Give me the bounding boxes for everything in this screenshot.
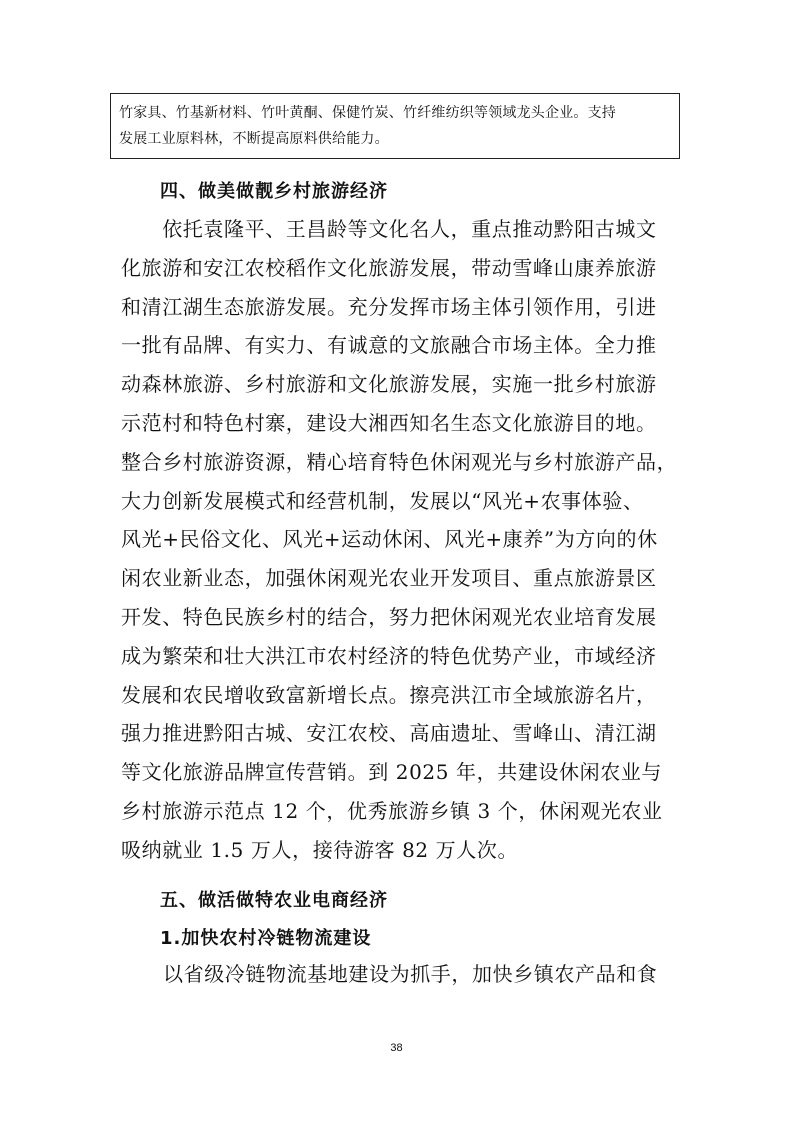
body-line: 大力创新发展模式和经营机制，发展以“风光+农事体验、 bbox=[121, 488, 644, 513]
body-line: 一批有品牌、有实力、有诚意的文旅融合市场主体。全力推 bbox=[121, 333, 657, 358]
body-line: 动森林旅游、乡村旅游和文化旅游发展，实施一批乡村旅游 bbox=[121, 372, 657, 397]
box-line: 发展工业原料林，不断提高原料供给能力。 bbox=[119, 131, 389, 147]
section-5-body-line: 以省级冷链物流基地建设为抓手，加快乡镇农产品和食 bbox=[163, 962, 658, 986]
body-line: 乡村旅游示范点 12 个，优秀旅游乡镇 3 个，休闲观光农业 bbox=[121, 798, 663, 823]
box-line: 竹家具、竹基新材料、竹叶黄酮、保健竹炭、竹纤维纺织等领域龙头企业。支持 bbox=[119, 105, 616, 121]
section-heading-5: 五、做活做特农业电商经济 bbox=[160, 890, 388, 911]
subsection-heading: 1.加快农村冷链物流建设 bbox=[160, 928, 372, 949]
section-heading-4: 四、做美做靓乡村旅游经济 bbox=[160, 181, 388, 202]
body-line: 示范村和特色村寨，建设大湘西知名生态文化旅游目的地。 bbox=[121, 410, 657, 435]
body-line: 依托袁隆平、王昌龄等文化名人，重点推动黔阳古城文 bbox=[121, 217, 657, 241]
page-number: 38 bbox=[390, 1042, 403, 1054]
body-line: 闲农业新业态，加强休闲观光农业开发项目、重点旅游景区 bbox=[121, 566, 657, 591]
body-line: 开发、特色民族乡村的结合，努力把休闲观光农业培育发展 bbox=[121, 604, 657, 629]
section-4-body bbox=[121, 210, 681, 870]
body-line: 化旅游和安江农校稻作文化旅游发展，带动雪峰山康养旅游 bbox=[121, 255, 657, 280]
body-line: 成为繁荣和壮大洪江市农村经济的特色优势产业，市域经济 bbox=[121, 643, 657, 668]
body-line: 强力推进黔阳古城、安江农校、高庙遗址、雪峰山、清江湖 bbox=[121, 721, 657, 746]
body-line: 吸纳就业 1.5 万人，接待游客 82 万人次。 bbox=[121, 837, 519, 862]
boxed-text-continuation bbox=[110, 93, 680, 159]
body-line: 风光+民俗文化、风光+运动休闲、风光+康养”为方向的休 bbox=[121, 527, 658, 552]
body-line: 等文化旅游品牌宣传营销。到 2025 年，共建设休闲农业与 bbox=[121, 760, 663, 785]
body-line: 和清江湖生态旅游发展。充分发挥市场主体引领作用，引进 bbox=[121, 294, 657, 319]
body-line: 发展和农民增收致富新增长点。擦亮洪江市全域旅游名片， bbox=[121, 682, 657, 707]
body-line: 整合乡村旅游资源，精心培育特色休闲观光与乡村旅游产品， bbox=[121, 449, 678, 474]
